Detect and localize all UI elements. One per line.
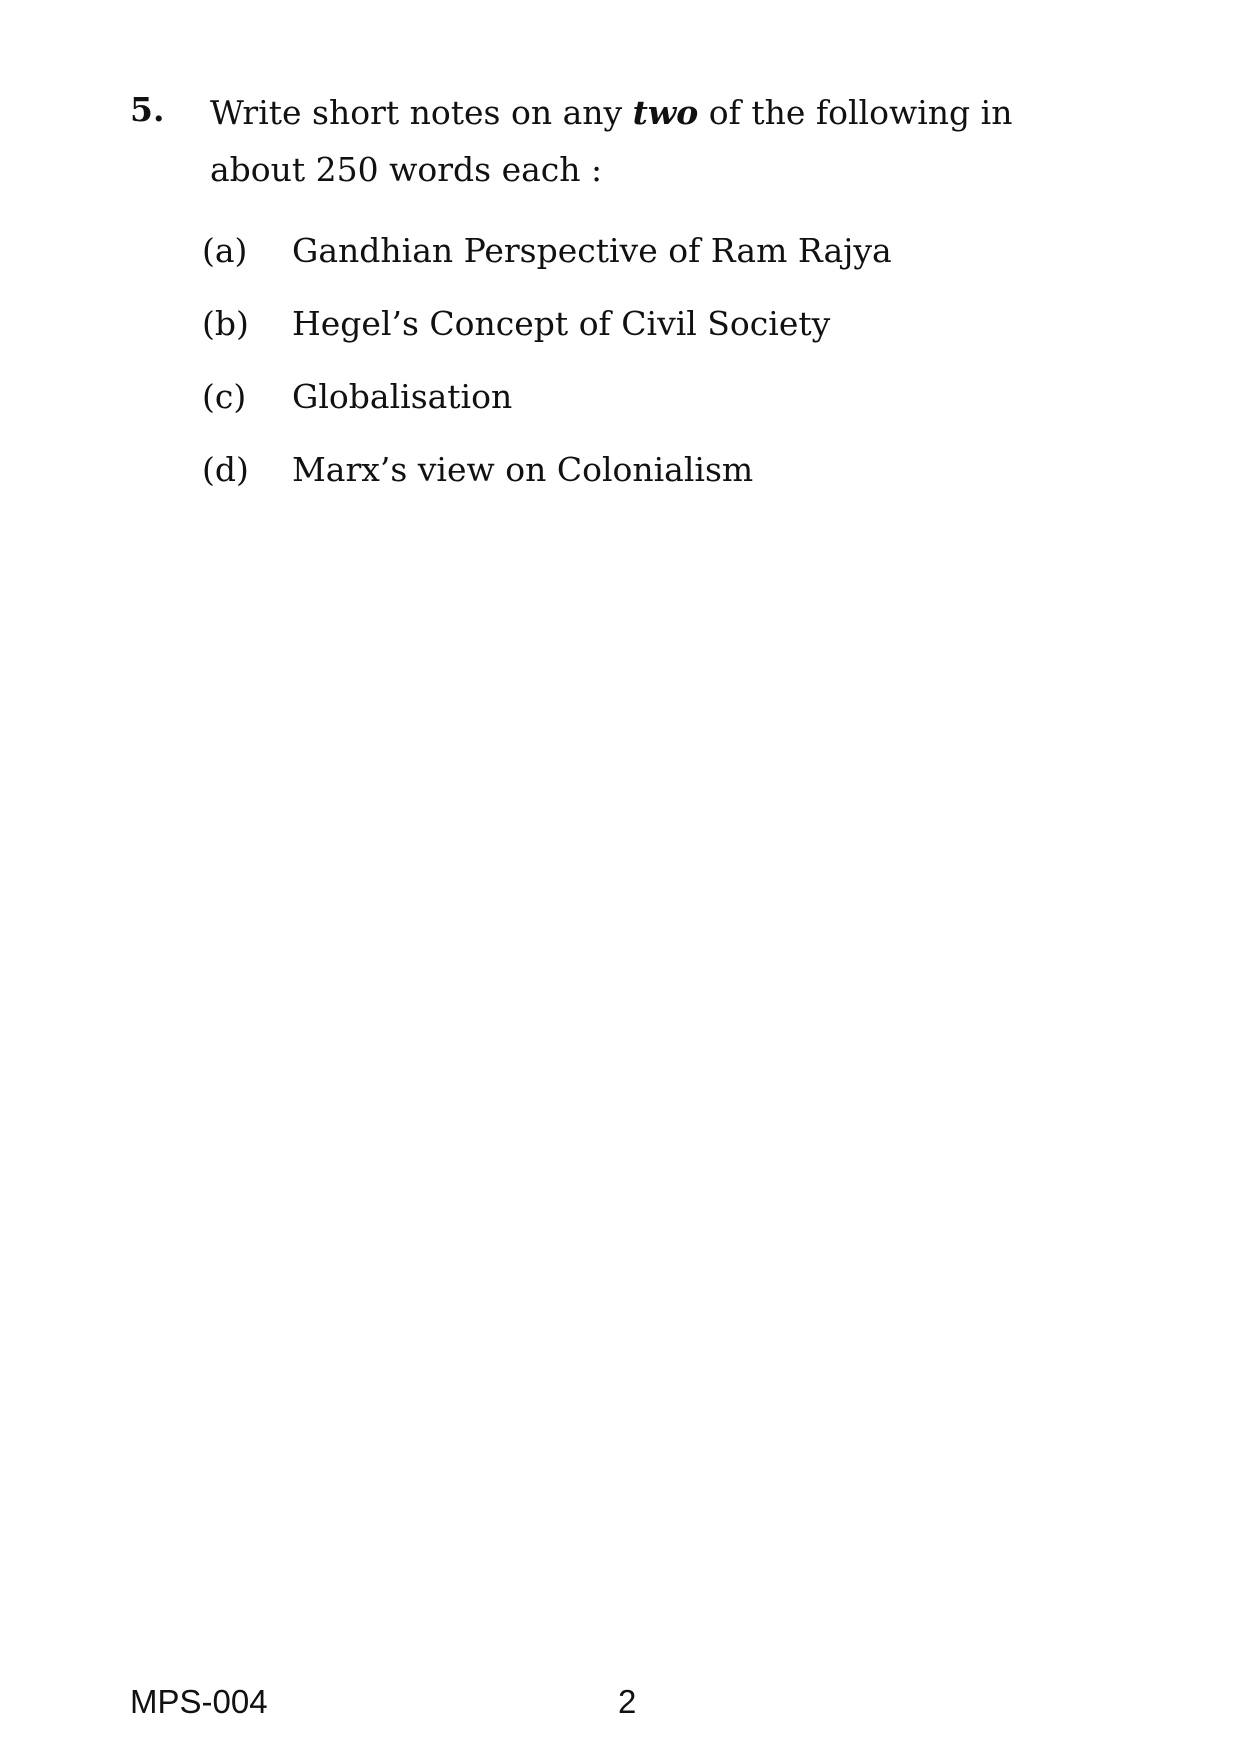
question-stem: [210, 84, 1110, 198]
option-marker: (a): [202, 231, 248, 270]
question-number: 5.: [130, 90, 165, 129]
option-marker: (d): [202, 450, 249, 489]
question-stem-emphasis: two: [632, 93, 699, 132]
option-text: Hegel’s Concept of Civil Society: [292, 304, 831, 343]
course-code: MPS-004: [130, 1683, 268, 1720]
question-stem-before: Write short notes on any: [210, 93, 633, 132]
option-marker: (c): [202, 377, 247, 416]
option-text: Gandhian Perspective of Ram Rajya: [292, 231, 892, 270]
option-text: Marx’s view on Colonialism: [292, 450, 754, 489]
page-number: 2: [618, 1683, 637, 1720]
option-text: Globalisation: [292, 377, 513, 416]
option-marker: (b): [202, 304, 249, 343]
question-stem-after: of the following in about 250 words each :: [210, 93, 1013, 189]
